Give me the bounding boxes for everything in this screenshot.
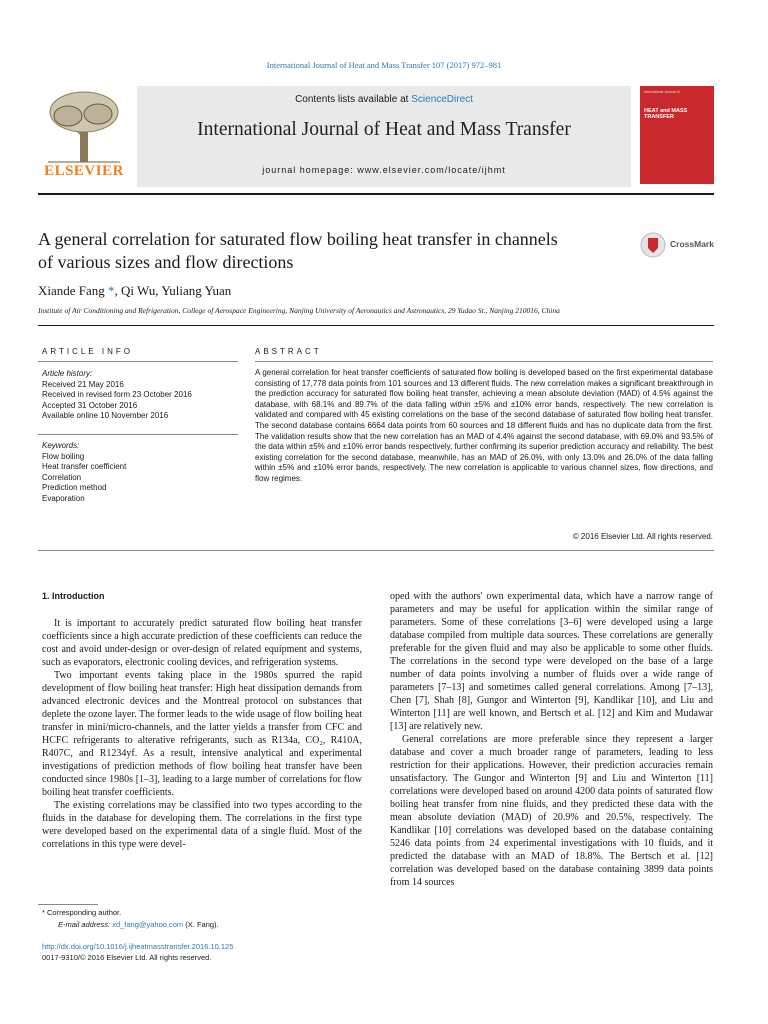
keyword: Evaporation [42,493,85,503]
article-title [38,228,628,274]
publisher-name: ELSEVIER [44,163,124,179]
author-list [38,283,231,299]
crossmark-icon[interactable] [640,232,666,258]
crossmark-label[interactable]: CrossMark [670,239,714,249]
coauthor-names: , Qi Wu, Yuliang Yuan [114,283,232,298]
history-label: Article history: [42,369,93,378]
author-name: Xiande Fang [38,283,105,298]
article-info-rule [38,361,238,362]
cover-subtitle: International Journal of [644,90,680,94]
article-history [42,369,238,422]
abstract-heading: ABSTRACT [255,347,322,356]
accepted-date: Accepted 31 October 2016 [42,400,138,410]
author-affiliation: Institute of Air Conditioning and Refrigeration, College of Aerospace Engineering, Nanjing University of Aeronautics and Astronautics, 29 Yudao St., Nanjing 210016, China [38,306,560,315]
abstract-copyright: © 2016 Elsevier Ltd. All rights reserved. [572,532,713,541]
paragraph: The existing correlations may be classified into two types according to the fluids in the database for developing them. The correlations in the first type were developed based on the experimental data of a single fluid. Most of the correlations in this type were devel- [42,800,362,850]
right-column [390,590,713,889]
keywords-rule [38,434,238,435]
keyword: Flow boiling [42,451,85,461]
keywords-label: Keywords: [42,441,80,450]
abstract-text: A general correlation for heat transfer coefficients of saturated flow boiling is developed based on the first experimental database consisting of 17,778 data points from 101 sources and 13 different fluids. The new correlation makes a significant breakthrough in the prediction accuracy for saturated flow boiling heat transfer, achieving a mean absolute deviation (MAD) of 4.5% against the database, with 68.1% and 89.7% of the data falling within ±5% and ±10% error bands, respectively. The new correlation is validated and compared with 45 existing correlations on the base of the second database of saturated flow boiling heat transfer. The second database contains 6664 data points from 60 sources and 18 different fluids and has no duplicate data from the first. The validation results show that the new correlation has an MAD of 4.4% against the second database, with 69.0% and 93.5% of the data within ±5% and ±10% error bands respectively, further confirming its superior prediction accuracy and reliability. The best existing correlation for the second database, meanwhile, has an MAD of 26.0%, with only 13.0% and 26.0% of the data falling within ±5% and ±10% error bands, respectively. The new correlation is applicable to various channel sizes, flow directions, and flow regimes. [255,368,713,483]
email-link[interactable]: xd_fang@yahoo.com [112,920,184,929]
keyword: Prediction method [42,483,107,492]
keywords-block [42,441,238,504]
email-line [58,920,219,930]
sciencedirect-link[interactable]: ScienceDirect [411,94,473,105]
online-date: Available online 10 November 2016 [42,411,169,420]
title-rule [38,325,714,326]
corresponding-note: * Corresponding author. [42,908,122,917]
revised-date: Received in revised form 23 October 2016 [42,390,192,399]
journal-banner [137,86,631,187]
paragraph: It is important to accurately predict saturated flow boiling heat transfer coefficients since a high accurate prediction of these coefficients can reduce the cost and avoid under-design or over-design of related equipment and systems, such as evaporators, electronic cooling devices, and refrigeration systems. [42,618,362,668]
article-info-heading: ARTICLE INFO [42,347,133,356]
paragraph: oped with the authors' own experimental data, which have a narrow range of parameters and may be useful for application within the similar range of parameters. Some of these correlations [3–6] were developed using a large database compiled from multiple data sources. These correlations are generally preferable for the given fluid and may also be applicable to some other fluids. The correlations in the second type were developed on the base of a large number of data points involving a number of fluids over a wide range of parameters [7–13] and sometimes called general correlations. Among [7–13], Chen [7], Shah [8], Gungor and Winterton [9], Kandlikar [10], and Liu and Winterton [11] are well known, and Bertsch et al. [12] and Kim and Mudawar [13] are relatively new. [390,591,713,732]
section-heading: 1. Introduction [42,591,105,601]
contents-prefix: Contents lists available at [295,94,412,105]
article-title-line2: of various sizes and flow directions [38,252,294,272]
cover-title: HEAT and MASS TRANSFER [644,108,688,120]
paragraph: General correlations are more preferable since they represent a larger database and cover a much broader range of parameters, leading to less restriction for their applications. However, their prediction accuracies remain unsatisfactory. The Gungor and Winterton [9] and Liu and Winterton [11] correlations were developed based on around 4200 data points of saturated flow boiling heat transfer from nine fluids, and they predicted these data with the mean absolute deviation (MAD) of 20.9% and 20.5%, respectively. The Kandlikar [10] correlations was developed based on the database containing 5246 data points from 24 experimental investigations with 10 fluids, and it predicted the database with an MAD of 18.8%. The Bertsch et al. [12] correlation was developed based on the database containing 3899 data points from 14 sources [390,734,713,888]
journal-title: International Journal of Heat and Mass Transfer [197,119,571,140]
doi-link[interactable]: http://dx.doi.org/10.1016/j.ijheatmasstransfer.2016.10.125 [42,942,234,951]
keyword: Heat transfer coefficient [42,462,127,471]
journal-citation[interactable]: International Journal of Heat and Mass Transfer 107 (2017) 972–981 [266,60,502,70]
issn-line: 0017-9310/© 2016 Elsevier Ltd. All rights reserved. [42,953,212,962]
paragraph: Two important events taking place in the 1980s spurred the rapid development of flow boiling heat transfer: High heat dissipation demands from advanced electronic devices and the Montreal protocol on substances that deplete the ozone layer. The former leads to the wide usage of flow boiling heat transfer in mini/micro-channels, and the latter yields a transfer from CFC and HCFC refrigerants to alterative refrigerants, such as R134a, CO₂, R410A, R407C, and R1234yf. As a result, intensive analytical and experimental investigations of prediction methods of flow boiling heat transfer have been conducted since 1980s [1–3], leading to a large number of correlations for flow boiling heat transfer coefficients. [42,670,362,798]
article-title-line1: A general correlation for saturated flow boiling heat transfer in channels [38,229,558,249]
keyword: Correlation [42,472,82,482]
received-date: Received 21 May 2016 [42,379,124,389]
footnote-rule [38,904,98,905]
header-rule [38,193,714,195]
email-suffix: (X. Fang). [183,920,219,929]
contents-line [137,94,631,105]
email-label: E-mail address: [58,920,113,929]
abstract-bottom-rule [38,550,714,551]
abstract-rule [255,361,713,362]
left-column [42,617,362,851]
corresponding-author-mark[interactable]: * [104,283,115,298]
journal-homepage[interactable]: journal homepage: www.elsevier.com/locate/ijhmt [262,165,506,175]
journal-cover-image [640,86,714,184]
